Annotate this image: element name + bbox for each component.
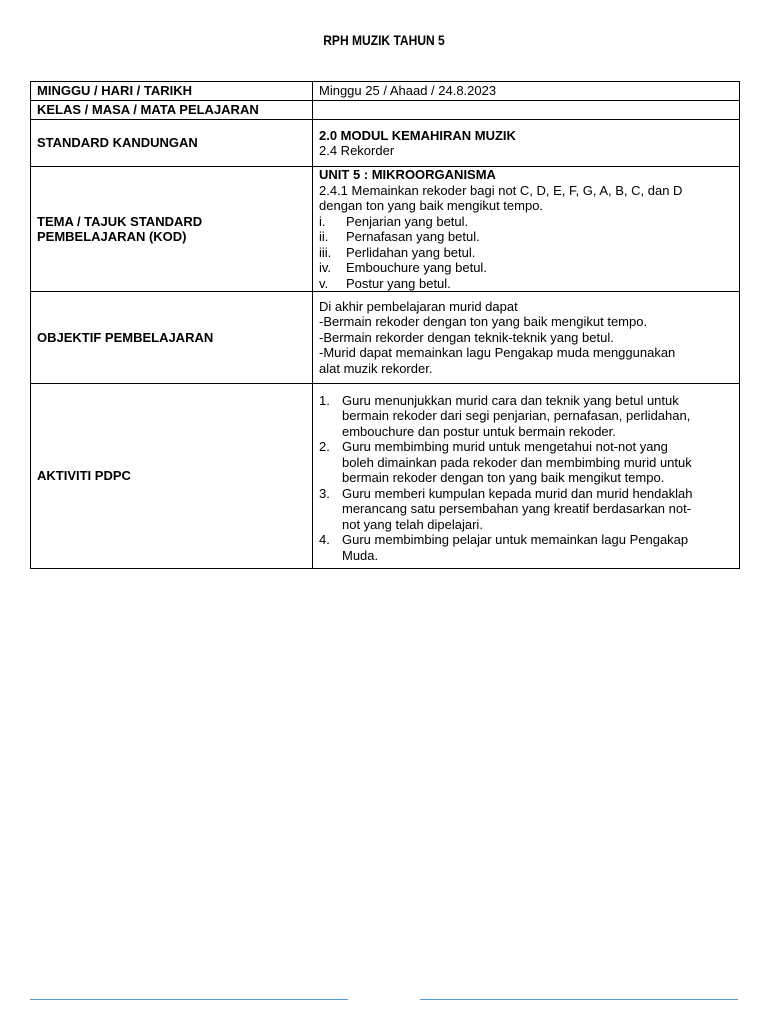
row-value-tema [313,167,740,292]
step-line: Guru menunjukkan murid cara dan teknik yang betul untuk [342,392,679,408]
row-label-kelas: KELAS / MASA / MATA PELAJARAN [31,101,313,120]
list-item-number: ii. [319,229,329,244]
tema-intro-line-1: 2.4.1 Memainkan rekoder bagi not C, D, E, F, G, A, B, C, dan D [319,182,683,198]
list-item-text: Embouchure yang betul. [346,260,487,275]
table-row [31,384,740,569]
row-value-aktiviti [313,384,740,569]
objektif-line: Di akhir pembelajaran murid dapat [319,298,518,314]
step-text [342,532,688,563]
step-line: Guru membimbing murid untuk mengetahui not-not yang [342,439,668,455]
signature-line-left [30,999,348,1000]
lesson-plan-table [30,81,740,569]
step-text [342,393,690,440]
row-label-objektif: OBJEKTIF PEMBELAJARAN [31,292,313,384]
tema-criteria-list [319,214,733,292]
table-row [31,120,740,167]
step-line: embouchure dan postur untuk bermain rekoder. [342,423,616,439]
list-item [319,393,733,440]
list-item-text: Perlidahan yang betul. [346,244,476,260]
list-item [319,214,733,230]
list-item [319,439,733,486]
row-label-tema [31,167,313,292]
aktiviti-steps-list [319,393,733,564]
list-item [319,245,733,261]
row-value-kelas [313,101,740,120]
tema-label-line-2: PEMBELAJARAN (KOD) [37,229,187,244]
row-value-minggu: Minggu 25 / Ahaad / 24.8.2023 [313,82,740,101]
step-line: Muda. [342,547,379,563]
document-title: RPH MUZIK TAHUN 5 [323,32,445,48]
list-item [319,276,733,292]
step-line: not yang telah dipelajari. [342,516,483,532]
step-line: bermain rekoder dari segi penjarian, pernafasan, perlidahan, [342,408,691,424]
list-item-text: Pernafasan yang betul. [346,229,480,244]
table-row [31,101,740,120]
tema-intro-line-2: dengan ton yang baik mengikut tempo. [319,198,544,213]
objektif-line: -Bermain rekoder dengan ton yang baik mengikut tempo. [319,314,648,330]
objektif-line: alat muzik rekorder. [319,360,433,376]
step-number: 1. [319,392,330,408]
list-item [319,260,733,276]
step-text [342,486,692,533]
step-text [342,439,692,486]
step-line: Guru membimbing pelajar untuk memainkan lagu Pengakap [342,532,689,548]
standard-heading: 2.0 MODUL KEMAHIRAN MUZIK [319,127,516,143]
step-number: 4. [319,532,330,548]
list-item [319,229,733,245]
row-value-standard [313,120,740,167]
row-label-aktiviti: AKTIVITI PDPC [31,384,313,569]
table-row [31,292,740,384]
objektif-line: -Murid dapat memainkan lagu Pengakap muda menggunakan [319,345,676,361]
standard-sub: 2.4 Rekorder [319,143,395,158]
list-item-number: v. [319,275,329,291]
row-label-standard: STANDARD KANDUNGAN [31,120,313,167]
table-row [31,167,740,292]
step-line: merancang satu persembahan yang kreatif berdasarkan not- [342,501,692,517]
step-line: Guru memberi kumpulan kepada murid dan murid hendaklah [342,485,693,501]
row-value-objektif [313,292,740,384]
step-number: 2. [319,439,330,455]
list-item-text: Penjarian yang betul. [346,213,469,229]
step-line: bermain rekoder dengan ton yang baik mengikut tempo. [342,470,665,486]
list-item-number: iv. [319,260,332,275]
list-item-number: i. [319,213,326,229]
list-item [319,486,733,533]
signature-line-right [420,999,738,1000]
list-item-number: iii. [319,244,332,260]
step-line: boleh dimainkan pada rekoder dan membimbing murid untuk [342,454,692,470]
step-number: 3. [319,485,330,501]
tema-label-line-1: TEMA / TAJUK STANDARD [37,213,203,229]
list-item-text: Postur yang betul. [346,275,451,291]
row-label-minggu: MINGGU / HARI / TARIKH [31,82,313,101]
list-item [319,532,733,563]
tema-heading: UNIT 5 : MIKROORGANISMA [319,167,496,182]
objektif-line: -Bermain rekorder dengan teknik-teknik yang betul. [319,329,614,345]
table-row [31,82,740,101]
